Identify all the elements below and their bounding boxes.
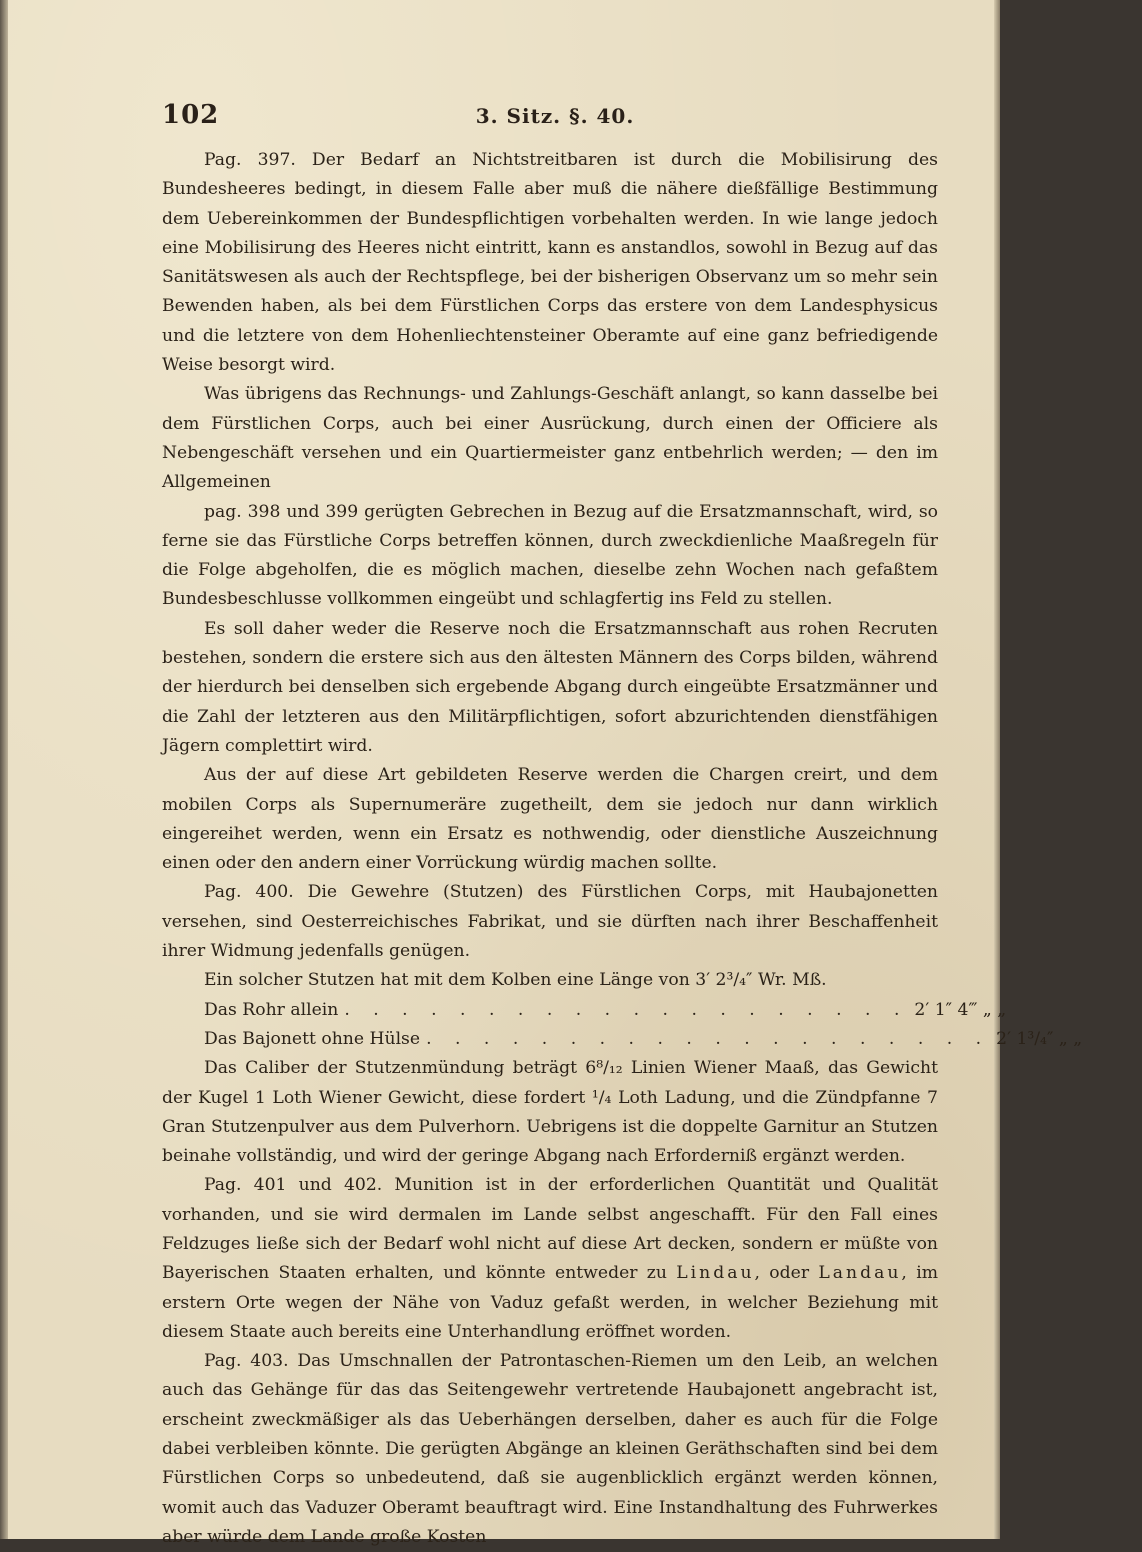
measure-value: 2′ 1³/₄″ „ „ [996, 1028, 1083, 1049]
measure-row-bajonett [162, 1025, 1083, 1054]
page-edge-left [0, 0, 8, 1539]
body-text [162, 146, 1083, 1552]
page-edge-right [994, 0, 1000, 1539]
paragraph-chargen: Aus der auf diese Art gebildeten Reserve werden die Chargen creirt, und dem mobilen Corps als Supernumeräre zugetheilt, dem sie jedoch nur dann wirklich eingereihet werden, wenn ein Ersatz es nothwendig, oder dienstliche Auszeichnung einen oder den andern einer Vorrückung würdig machen sollte. [162, 765, 938, 874]
paragraph-rechnungs: Was übrigens das Rechnungs- und Zahlungs-Geschäft anlangt, so kann dasselbe bei dem Fürstlichen Corps, auch bei einer Ausrückung, durch einen der Officiere als Nebengeschäft versehen und ein Quartiermeister ganz entbehrlich werden; — den im Allgemeinen [162, 384, 938, 493]
running-head: 3. Sitz. §. 40. [475, 104, 635, 128]
paragraph-pag-401 [162, 1171, 938, 1347]
page-number: 102 [162, 100, 220, 130]
text-run: , oder [754, 1263, 819, 1284]
paragraph-reserve: Es soll daher weder die Reserve noch die Ersatzmannschaft aus rohen Recruten bestehen, sondern die erstere sich aus den ältesten Männern des Corps bilden, während der hierdurch bei denselben sich ergebende Abgang durch eingeübte Ersatzmänner und die Zahl der letzteren aus den Militärpflichtigen, sofort abzurichtenden dienstfähigen Jägern complettirt wird. [162, 618, 938, 756]
measure-label: Das Bajonett ohne Hülse [204, 1028, 421, 1049]
paragraph-stutzen-length: Ein solcher Stutzen hat mit dem Kolben eine Länge von 3′ 2³/₄″ Wr. Mß. [204, 970, 827, 991]
place-landau: Landau [818, 1263, 902, 1284]
text-run: Pag. 401 und 402. Munition ist in der erforderlichen Quantität und Qualität vorhanden, und sie wird dermalen im Lande selbst angeschafft. Für den Fall eines Feldzuges ließe sich der Bedarf wohl nicht auf diese Art decken, sondern er müßte von Bayerischen Staaten erhalten, und könnte entweder zu [162, 1175, 938, 1284]
measure-label: Das Rohr allein [204, 999, 339, 1020]
measure-row-rohr [162, 996, 1007, 1025]
paragraph-pag-400: Pag. 400. Die Gewehre (Stutzen) des Fürstlichen Corps, mit Haubajonetten versehen, sind Oesterreichisches Fabrikat, und sie dürften nach ihrer Beschaffenheit ihrer Widmung jedenfalls genügen. [162, 882, 938, 962]
paragraph-caliber: Das Caliber der Stutzenmündung beträgt 6⁸/₁₂ Linien Wiener Maaß, das Gewicht der Kugel 1 Loth Wiener Gewicht, diese fordert ¹/₄ Loth Ladung, und die Zündpfanne 7 Gran Stutzenpulver aus dem Pulverhorn. Uebrigens ist die doppelte Garnitur an Stutzen beinahe vollständig, und wird der geringe Abgang nach Erforderniß ergänzt werden. [162, 1058, 938, 1167]
leader-dots: . . . . . . . . . . . . . . . . . . . . [344, 999, 909, 1020]
place-lindau: Lindau [676, 1263, 755, 1284]
paragraph-pag-398: pag. 398 und 399 gerügten Gebrechen in Bezug auf die Ersatzmannschaft, wird, so ferne sie das Fürstliche Corps betreffen können, durch zweckdienliche Maaßregeln für die Folge abgeholfen, die es möglich machen, dieselbe zehn Wochen nach gefaßtem Bundesbeschlusse vollkommen eingeübt und schlagfertig ins Feld zu stellen. [162, 501, 938, 610]
paragraph-pag-397: Pag. 397. Der Bedarf an Nichtstreitbaren ist durch die Mobilisirung des Bundesheeres bedingt, in diesem Falle aber muß die nähere dießfällige Bestimmung dem Uebereinkommen der Bundespflichtigen vorbehalten werden. In wie lange jedoch eine Mobilisirung des Heeres nicht eintritt, kann es anstandlos, sowohl in Bezug auf das Sanitätswesen als auch der Rechtspflege, bei der bisherigen Observanz um so mehr sein Bewenden haben, als bei dem Fürstlichen Corps das erstere von dem Landesphysicus und die letztere von dem Hohenliechtensteiner Oberamte auf eine ganz befriedigende Weise besorgt wird. [162, 150, 938, 376]
text-run: , im erstern Orte wegen der Nähe von Vaduz gefaßt werden, in welcher Beziehung mit diesem Staate auch bereits eine Unterhandlung eröffnet worden. [162, 1263, 938, 1342]
leader-dots: . . . . . . . . . . . . . . . . . . . . [426, 1028, 991, 1049]
page-header [162, 100, 938, 140]
paragraph-pag-403: Pag. 403. Das Umschnallen der Patrontaschen-Riemen um den Leib, an welchen auch das Gehänge für das das Seitengewehr vertretende Haubajonett angebracht ist, erscheint zweckmäßiger als das Ueberhängen derselben, daher es auch für die Folge dabei verbleiben könnte. Die gerügten Abgänge an kleinen Geräthschaften sind bei dem Fürstlichen Corps so unbedeutend, daß sie augenblicklich ergänzt werden können, womit auch das Vaduzer Oberamt beauftragt wird. Eine Instandhaltung des Fuhrwerkes aber würde dem Lande große Kosten [162, 1351, 938, 1547]
measure-value: 2′ 1″ 4‴ „ „ [914, 999, 1007, 1020]
